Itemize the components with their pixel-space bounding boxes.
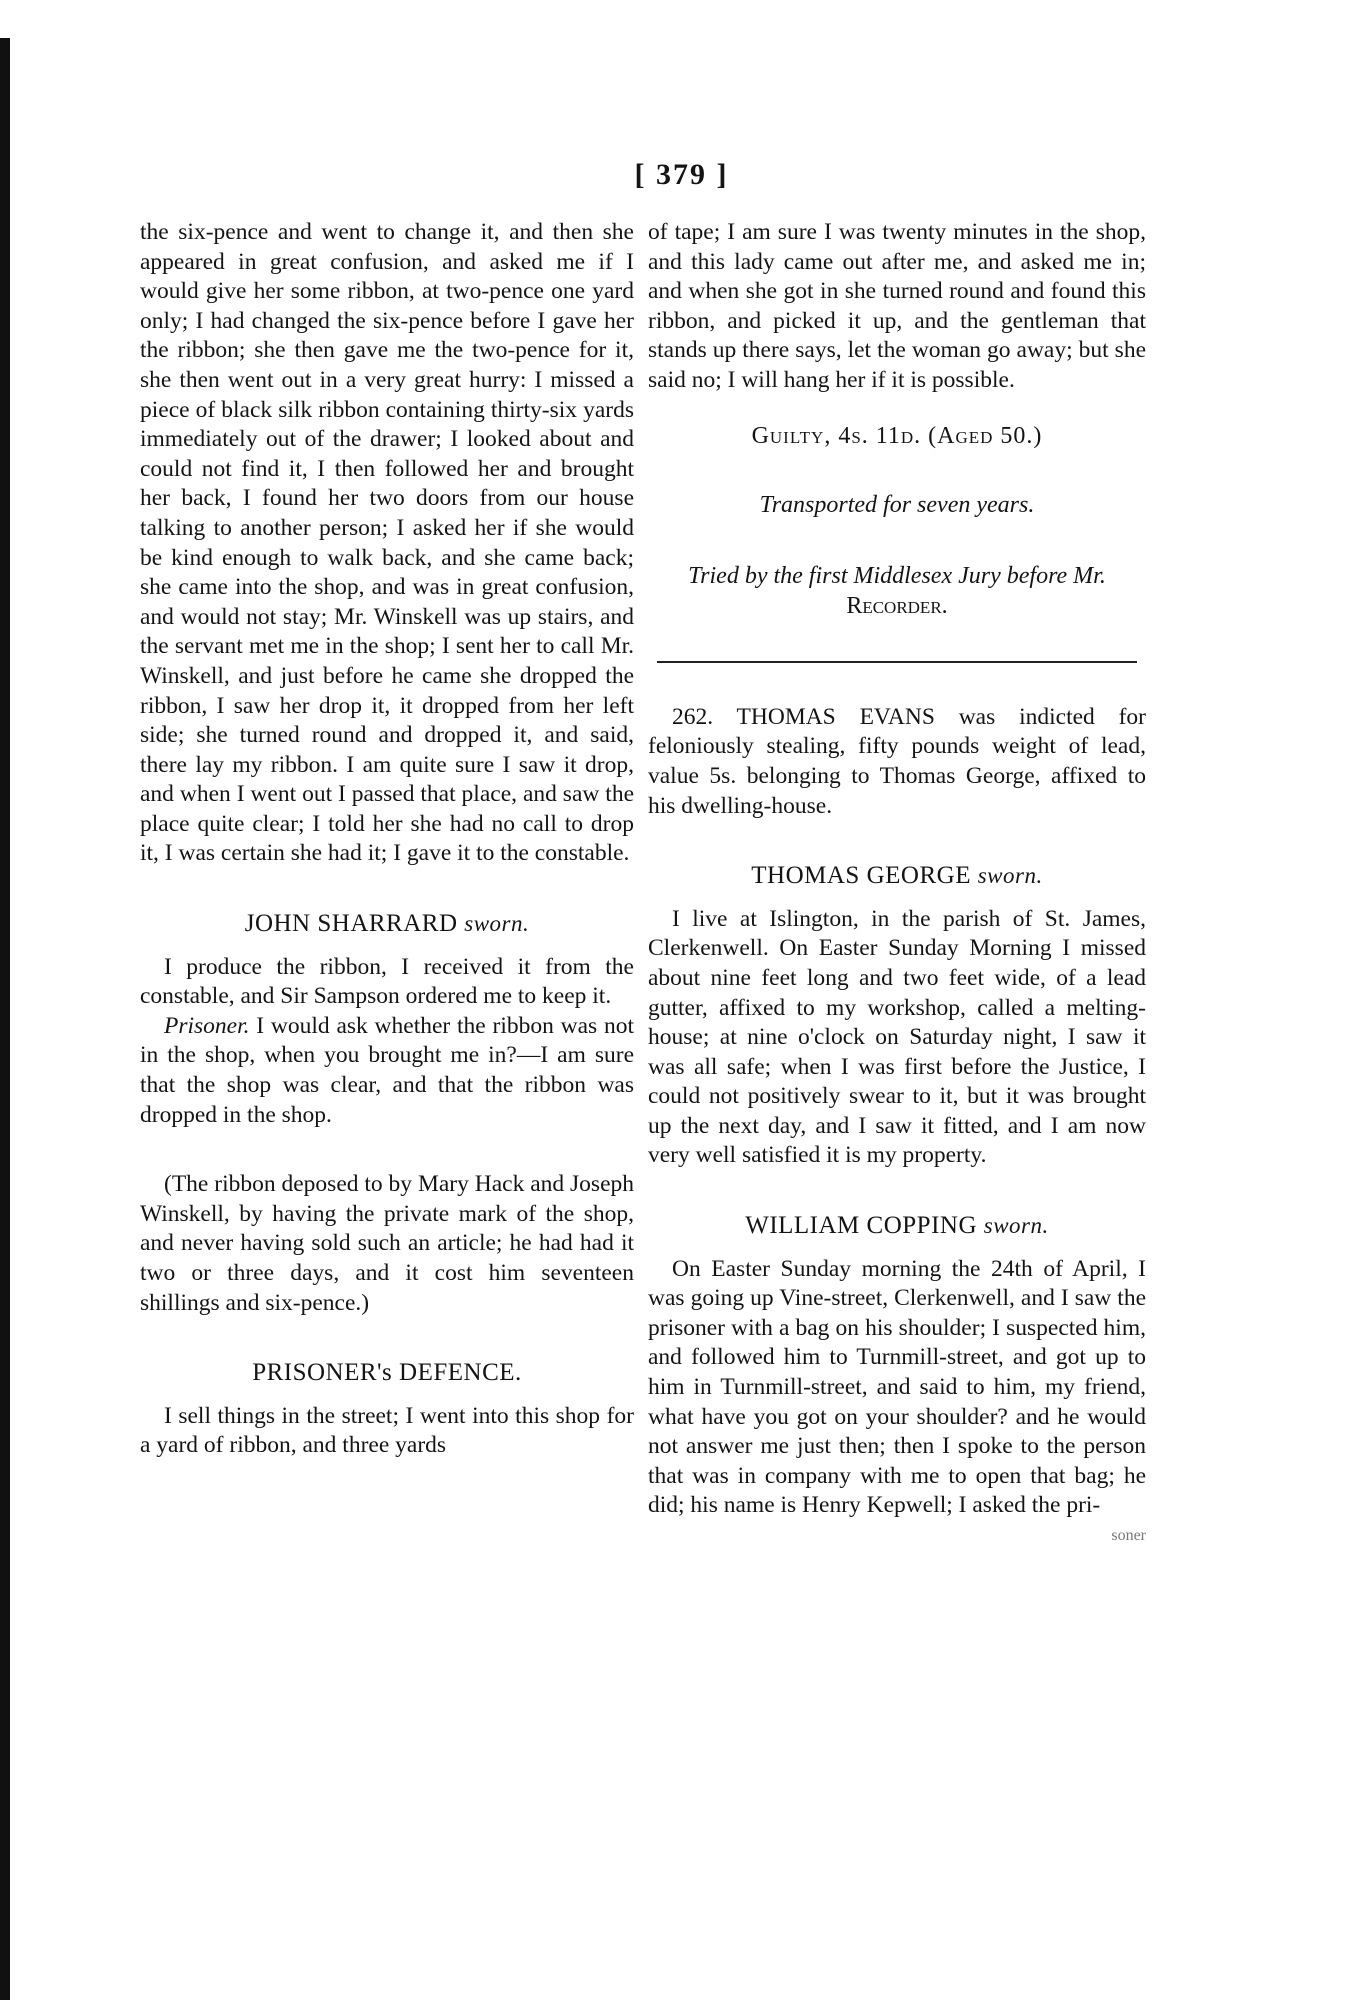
sworn-label: sworn. [464,911,530,937]
defence-continued: of tape; I am sure I was twenty minutes in the shop, and this lady came out after me, and asked me in; and when she got in she turned round and found this ribbon, and picked it up, and the gentleman that stands up there says, let the woman go away; but she said no; I will hang her if it is possible. [648,219,1146,393]
jury-text: Tried by the first Middlesex Jury before Mr. [688,562,1106,589]
witness-heading-copping [648,1211,1146,1241]
page-number: [ 379 ] [634,158,729,191]
recorder-label: Recorder. [846,592,948,619]
defence-heading: PRISONER's DEFENCE. [252,1359,522,1387]
binding-edge [0,38,10,2000]
verdict: Guilty, 4s. 11d. (Aged 50.) [751,422,1043,449]
witness-name: WILLIAM COPPING [745,1212,978,1240]
witness-heading-sharrard [140,909,634,939]
indictment-evans: 262. THOMAS EVANS was indicted for feloniously stealing, fifty pounds weight of lead, value 5s. belonging to Thomas George, affixed to his dwelling-house. [648,703,1146,819]
witness-name: THOMAS GEORGE [751,862,971,890]
copping-testimony: On Easter Sunday morning the 24th of April, I was going up Vine-street, Clerkenwell, and I saw the prisoner with a bag on his shoulder; I suspected him, and followed him to Turnmill-street, and got up to him in Turnmill-street, and said to him, my friend, what have you got on your shoulder? and he would not answer me just then; then I spoke to the person that was in company with me to open that bag; he did; his name is Henry Kepwell; I asked the pri- [648,1255,1146,1519]
sworn-label: sworn. [977,863,1043,889]
speaker-label: Prisoner. [164,1012,250,1039]
jury-note [648,561,1146,621]
left-column [140,218,634,1461]
catchword: soner [1111,1527,1146,1544]
right-column [648,218,1146,1551]
george-testimony: I live at Islington, in the parish of St. James, Clerkenwell. On Easter Sunday Morning I missed about nine feet long and two feet wide, of a lead gutter, affixed to my workshop, called a melting-house; at nine o'clock on Saturday night, I saw it was all safe; when I was first before the Justice, I could not positively swear to it, but it was brought up the next day, and I saw it fitted, and I am now very well satisfied it is my property. [648,905,1146,1169]
prisoner-defence: I sell things in the street; I went into this shop for a yard of ribbon, and three yards [140,1402,634,1459]
witness-name: JOHN SHARRARD [244,910,458,938]
witness-heading-george [648,861,1146,891]
prisoner-question [140,1012,634,1130]
sworn-label: sworn. [983,1213,1049,1239]
question-text: I would ask whether the ribbon was not in the shop, when you brought me in?—I am sure that the shop was clear, and that the ribbon was dropped in the shop. [140,1012,634,1128]
sharrard-testimony: I produce the ribbon, I received it from the constable, and Sir Sampson ordered me to keep it. [140,953,634,1010]
ribbon-note: (The ribbon deposed to by Mary Hack and Joseph Winskell, by having the private mark of the shop, and never having sold such an article; he had had it two or three days, and it cost him seventeen shillings and six-pence.) [140,1171,634,1316]
sentence: Transported for seven years. [759,492,1035,519]
testimony-continued: the six-pence and went to change it, and then she appeared in great confusion, and asked me if I would give her some ribbon, at two-pence one yard only; I had changed the six-pence before I gave her the ribbon; she then gave me the two-pence for it, she then went out in a very great hurry: I missed a piece of black silk ribbon containing thirty-six yards immediately out of the drawer; I looked about and could not find it, I then followed her and brought her back, I found her two doors from our house talking to another person; I asked her if she would be kind enough to walk back, and she came back; she came into the shop, and was in great confusion, and would not stay; Mr. Winskell was up stairs, and the servant met me in the shop; I sent her to call Mr. Winskell, and just before he came she dropped the ribbon, I saw her drop it, it dropped from her left side; she turned round and dropped it, and said, there lay my ribbon. I am quite sure I saw it drop, and when I went out I passed that place, and saw the place quite clear; I told her she had no call to drop it, I was certain she had it; I gave it to the constable. [140,219,634,867]
